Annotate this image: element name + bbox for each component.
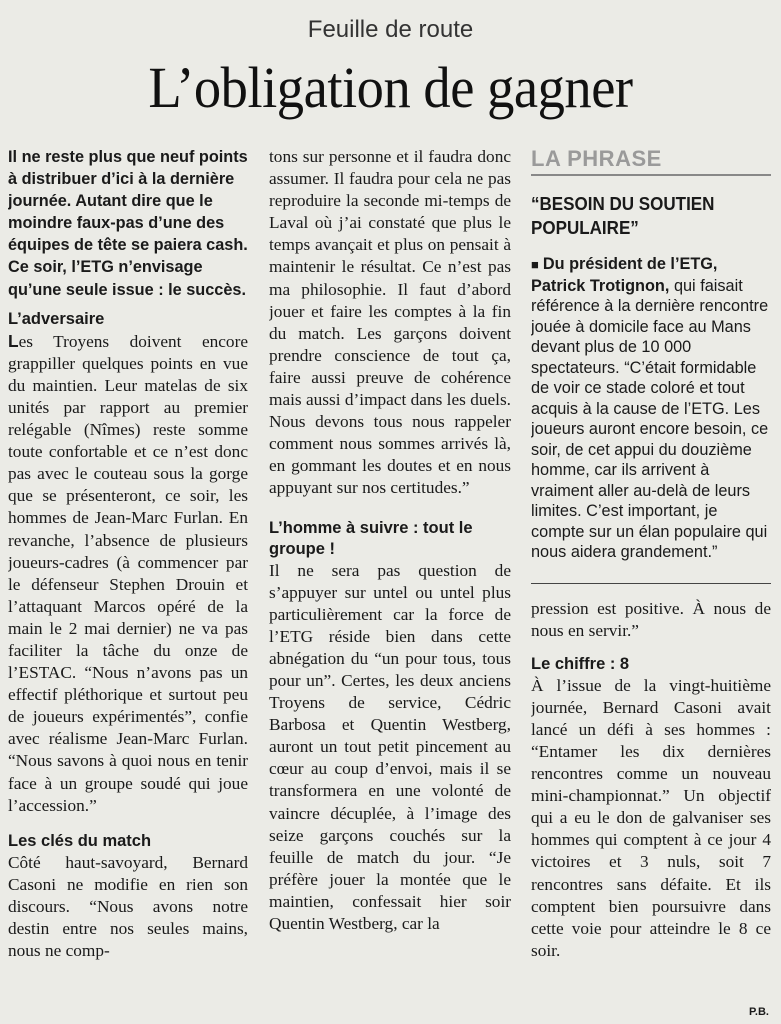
paragraph-homme-a-suivre: Il ne sera pas question de s’appuyer sur untel ou untel plus particulièrement car la force de l’ETG réside bien dans cette abnégation du “un pour tous, tous pour un”. Certes, les deux anciens Troyens de service, Cédric Barbosa et Quentin Westberg, auront un tout petit pincement au cœur au coup d’envoi, mais il se transformera en une volonté de vaincre décuplée, à l’image des seize garçons couchés sur la feuille de match du jour. “Je préfère jouer la montée que le maintien, confessait hier soir Quentin Westberg, car la bbox=[269, 560, 511, 933]
column-1 bbox=[8, 146, 248, 1024]
author-signature: P.B. bbox=[749, 1006, 769, 1018]
subhead-homme-a-suivre: L’homme à suivre : tout le groupe ! bbox=[269, 518, 473, 558]
section-rubric: Feuille de route bbox=[307, 16, 474, 43]
subhead-adversaire: L’adversaire bbox=[8, 309, 105, 328]
quote-text: “C’était formidable de voir ce stade coloré et tout acquis à la cause de l’ETG. Les joueurs auront encore besoin, ce soir, de cet appui du douzième homme, car ils arrivent à vraiment aller au-delà de leurs limites. C’est important, je compte sur un élan populaire qui nous aidera grandement.” bbox=[531, 358, 769, 561]
paragraph-adversaire-text: es Troyens doivent encore grappiller quelques points en vue du maintien. Leur matelas de six unités par rapport au premier relégable (Nîmes) reste somme toute confortable et ce n’est donc pas avec le couteau sous la gorge que se présenteront, ce soir, les hommes de Jean-Marc Furlan. En revanche, l’absence de plusieurs joueurs-cadres (à commencer par le défenseur Stephen Drouin et l’attaquant Marcos opéré de la main le 2 mai dernier) ne va pas faciliter la tâche du onze de l’ESTAC. “Nous n’avons pas un effectif pléthorique et surtout peu de joueurs expérimentés”, confie avec réalisme Jean-Marc Furlan. “Nous savons à quoi nous en tenir face à un groupe soudé qui joue l’accession.” bbox=[8, 331, 248, 815]
sidebar-quote-body bbox=[531, 254, 771, 563]
lead-paragraph: Il ne reste plus que neuf points à distribuer d’ici à la dernière journée. Autant dire que le moindre faux-pas d’une des équipes de tête se paiera cash. Ce soir, l’ETG n’envisage qu’une seule issue : le succès. bbox=[8, 148, 248, 299]
column-3 bbox=[531, 146, 771, 1024]
paragraph-adversaire bbox=[8, 330, 248, 817]
divider bbox=[531, 583, 771, 584]
quote-attribution: Du président de l’ETG, Patrick Trotignon, bbox=[531, 255, 718, 295]
drop-cap: L bbox=[8, 330, 19, 351]
paragraph-continued-col3: pression est positive. À nous de nous en servir.” bbox=[531, 598, 771, 640]
paragraph-cles-du-match: Côté haut-savoyard, Bernard Casoni ne modifie en rien son discours. “Nous avons notre destin entre nos seules mains, nous ne comp- bbox=[8, 852, 248, 961]
paragraph-continued: tons sur personne et il faudra donc assumer. Il faudra pour cela ne pas reproduire la seconde mi-temps de Laval où j’ai constaté que plus le temps avançait et plus on pensait à maintenir le résultat. Ce n’est pas ma philosophie. Il faut d’abord jouer et faire les comptes à la fin du match. Les garçons doivent prendre conscience de tout ça, faire aussi preuve de cohérence mais aussi d’impact dans les duels. Nous devons tous nous rappeler comment nous sommes arrivés là, en gommant les doutes et en nous appuyant sur nos certitudes.” bbox=[269, 147, 511, 498]
paragraph-le-chiffre: À l’issue de la vingt-huitième journée, Bernard Casoni avait lancé un défi à ses hommes : “Entamer les dix dernières rencontres comme un nouveau mini-championnat.” Un objectif qui a eu le don de galvaniser ses hommes qui comptent à ce jour 4 victoires et 3 nuls, soit 7 rencontres sans défaite. Et ils comptent bien poursuivre dans cette voie pour atteindre le 8 ce soir. bbox=[531, 675, 771, 960]
bullet-icon: ■ bbox=[531, 257, 539, 272]
headline: L’obligation de gagner bbox=[148, 55, 633, 120]
sidebar-quote-title: “BESOIN DU SOUTIEN POPULAIRE” bbox=[531, 193, 715, 238]
subhead-le-chiffre: Le chiffre : 8 bbox=[531, 654, 630, 673]
quote-context: qui faisait référence à la dernière rencontre jouée à domicile face au Mans devant plus de 10 000 spectateurs. bbox=[531, 276, 769, 377]
sidebar-la-phrase bbox=[531, 146, 771, 563]
subhead-cles-du-match: Les clés du match bbox=[8, 831, 152, 850]
sidebar-label: LA PHRASE bbox=[531, 146, 771, 176]
column-2 bbox=[269, 146, 511, 1024]
